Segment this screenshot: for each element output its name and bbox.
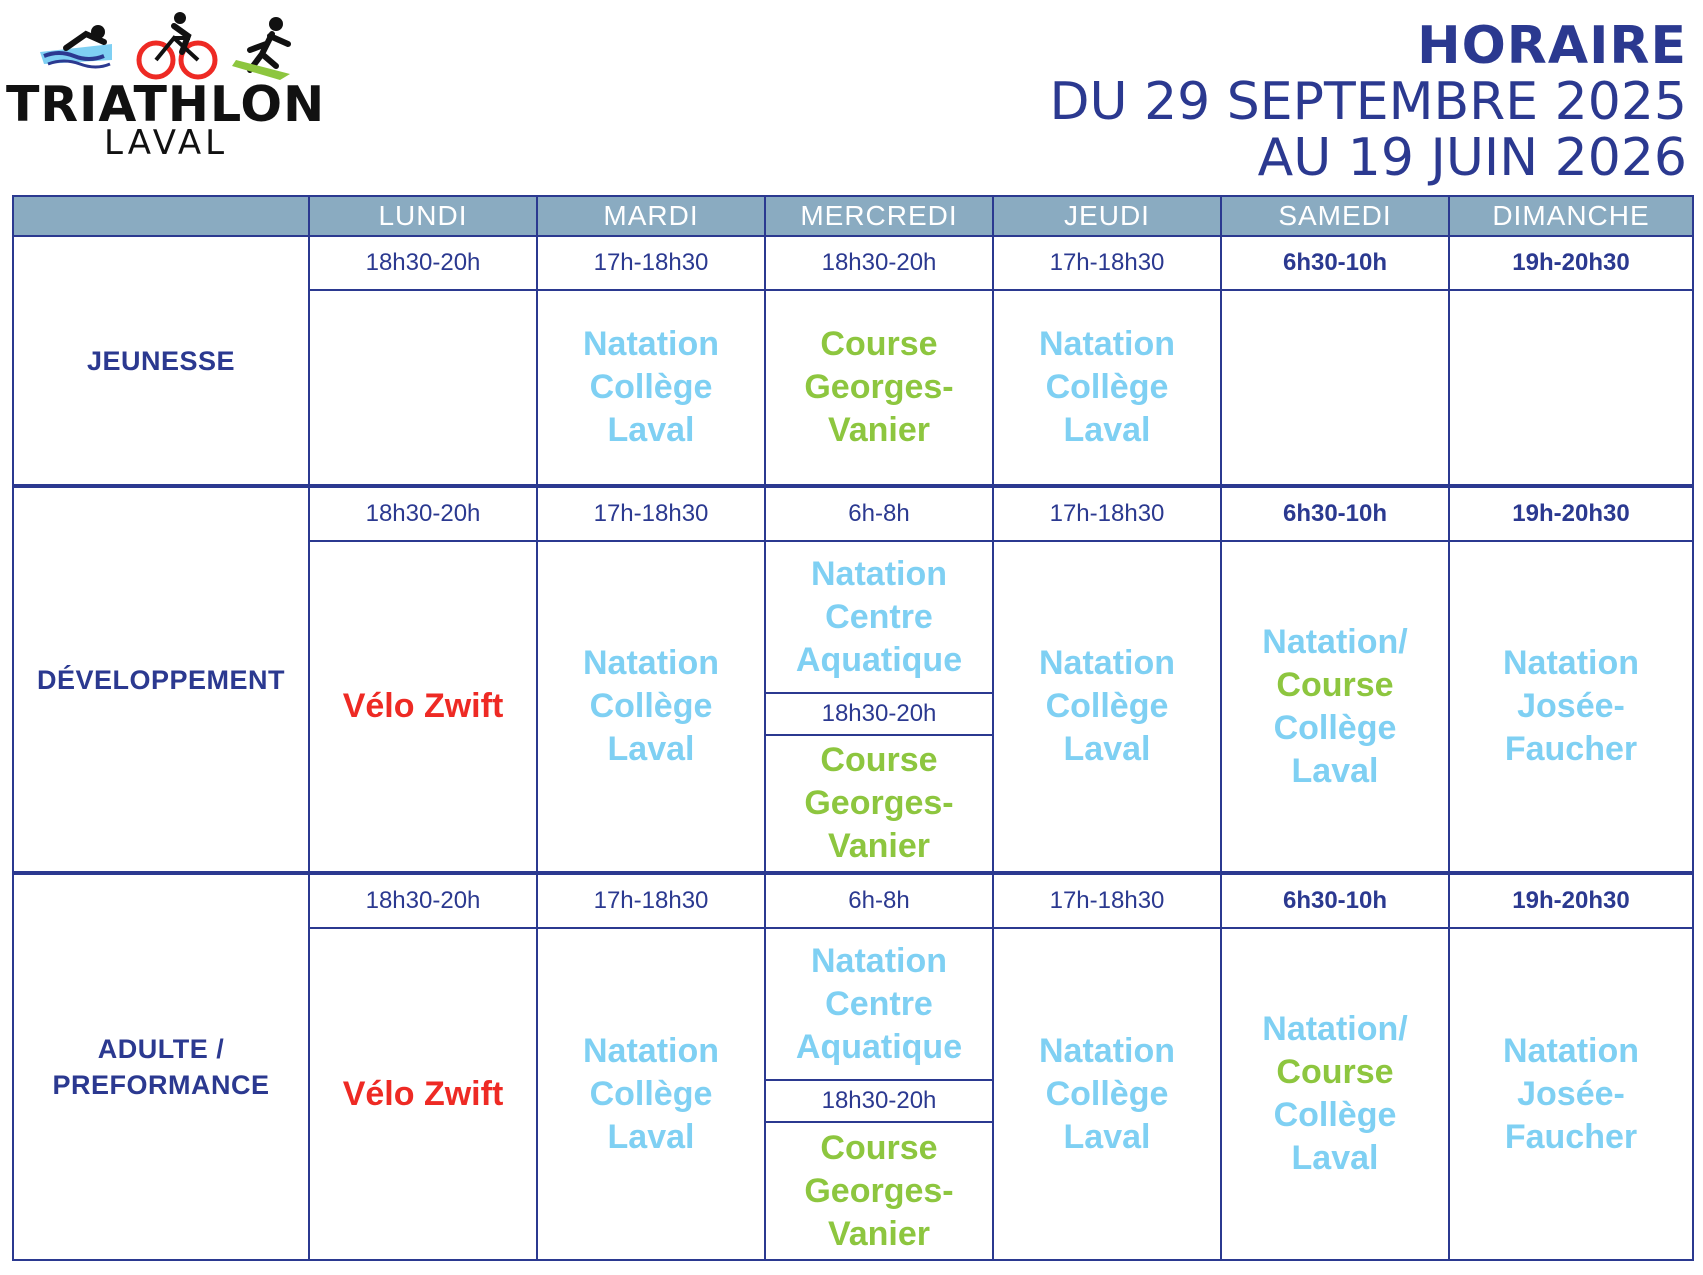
time-cell: 6h30-10h [1221, 873, 1449, 928]
heading-date-end: AU 19 JUIN 2026 [1257, 128, 1687, 188]
activity-line: Collège [1045, 687, 1169, 725]
activity-line: Course [1276, 1053, 1394, 1091]
activity-line: Collège [589, 368, 713, 406]
activity-cell-empty [309, 290, 537, 486]
activity-line: Laval [607, 1117, 695, 1156]
group-label-developpement: DÉVELOPPEMENT [13, 486, 309, 873]
schedule-table [12, 195, 1694, 1261]
group-label-line: ADULTE / [97, 1034, 225, 1064]
activity-line: Laval [607, 730, 695, 768]
day-header: SAMEDI [1221, 196, 1449, 236]
time-cell: 17h-18h30 [993, 486, 1221, 541]
activity-cell [765, 735, 993, 873]
activity-cell [1221, 928, 1449, 1260]
schedule-heading [1049, 18, 1687, 186]
time-row [13, 236, 1693, 290]
time-cell: 18h30-20h [765, 693, 993, 735]
day-header: JEUDI [993, 196, 1221, 236]
cyclist-icon [139, 12, 215, 77]
activity-line: Centre [825, 984, 933, 1023]
activity-line: Vanier [827, 1214, 931, 1253]
heading-date-start: DU 29 SEPTEMBRE 2025 [1049, 72, 1687, 132]
activity-cell [765, 1122, 993, 1260]
activity-cell [1449, 541, 1693, 873]
activity-line: Laval [1291, 751, 1379, 790]
activity-line: Course [820, 1128, 938, 1167]
time-cell: 17h-18h30 [537, 236, 765, 290]
activity-cell [537, 928, 765, 1260]
time-cell: 6h30-10h [1221, 236, 1449, 290]
day-header: MARDI [537, 196, 765, 236]
time-cell: 19h-20h30 [1449, 236, 1693, 290]
activity-line: Natation/ [1262, 1010, 1408, 1048]
activity-line: Laval [1063, 730, 1151, 768]
activity-line: Natation [811, 941, 947, 980]
activity-line: Natation [1039, 325, 1175, 363]
day-header-row [13, 196, 1693, 236]
group-label-line: PREFORMANCE [52, 1070, 270, 1100]
activity-cell: Vélo Zwift [309, 541, 537, 873]
activity-cell [765, 928, 993, 1080]
activity-line: Josée- [1517, 1074, 1625, 1113]
group-label-jeunesse: JEUNESSE [13, 236, 309, 486]
activity-line: Collège [1273, 708, 1397, 747]
activity-line: Natation [583, 1031, 719, 1070]
activity-line: Georges- [804, 784, 954, 822]
activity-line: Collège [589, 687, 713, 725]
activity-line: Laval [1291, 1139, 1379, 1177]
activity-cell-empty [1449, 290, 1693, 486]
activity-line: Collège [1273, 1096, 1397, 1134]
activity-line: Collège [1045, 368, 1169, 406]
time-cell: 18h30-20h [765, 1080, 993, 1122]
activity-line: Natation [1503, 644, 1639, 682]
time-cell: 6h-8h [765, 873, 993, 928]
logo-wordmark: TRIATHLON [6, 76, 326, 133]
activity-cell [993, 928, 1221, 1260]
time-row [13, 486, 1693, 541]
activity-line: Collège [589, 1074, 713, 1113]
day-header: LUNDI [309, 196, 537, 236]
swimmer-icon [40, 25, 112, 67]
activity-line: Course [1276, 665, 1394, 704]
activity-line: Natation [1503, 1031, 1639, 1070]
time-cell: 17h-18h30 [993, 873, 1221, 928]
logo-icons [4, 4, 334, 84]
time-cell: 18h30-20h [309, 236, 537, 290]
day-header: MERCREDI [765, 196, 993, 236]
activity-line: Aquatique [795, 1027, 963, 1066]
activity-line: Laval [1063, 411, 1151, 449]
activity-line: Collège [1045, 1074, 1169, 1113]
time-cell: 18h30-20h [309, 873, 537, 928]
activity-line: Aquatique [795, 640, 963, 679]
activity-cell [1221, 541, 1449, 873]
group-label-adulte [13, 873, 309, 1260]
activity-line: Centre [825, 597, 933, 636]
activity-line: Natation/ [1262, 622, 1408, 661]
activity-line: Vanier [827, 411, 931, 449]
time-cell: 19h-20h30 [1449, 873, 1693, 928]
time-cell: 6h-8h [765, 486, 993, 541]
header-corner [13, 196, 309, 236]
activity-line: Faucher [1504, 1117, 1638, 1156]
time-cell: 19h-20h30 [1449, 486, 1693, 541]
activity-cell [537, 541, 765, 873]
time-cell: 18h30-20h [765, 236, 993, 290]
time-row [13, 873, 1693, 928]
logo [4, 4, 334, 164]
activity-line: Course [820, 741, 938, 779]
runner-icon [232, 17, 290, 80]
activity-cell [993, 541, 1221, 873]
time-cell: 6h30-10h [1221, 486, 1449, 541]
activity-line: Laval [1063, 1117, 1151, 1156]
activity-cell [765, 290, 993, 486]
activity-line: Natation [811, 554, 947, 593]
activity-line: Josée- [1517, 687, 1625, 725]
activity-cell [993, 290, 1221, 486]
time-cell: 18h30-20h [309, 486, 537, 541]
time-cell: 17h-18h30 [537, 486, 765, 541]
activity-line: Georges- [804, 368, 954, 406]
activity-line: Faucher [1504, 730, 1638, 768]
heading-title: HORAIRE [1417, 16, 1687, 76]
activity-line: Vanier [827, 827, 931, 865]
activity-line: Natation [1039, 644, 1175, 682]
day-header: DIMANCHE [1449, 196, 1693, 236]
activity-cell-empty [1221, 290, 1449, 486]
time-cell: 17h-18h30 [993, 236, 1221, 290]
activity-cell [765, 541, 993, 693]
activity-line: Natation [583, 644, 719, 682]
activity-line: Course [820, 325, 938, 363]
activity-line: Natation [1039, 1031, 1175, 1070]
activity-cell [537, 290, 765, 486]
time-cell: 17h-18h30 [537, 873, 765, 928]
activity-line: Laval [607, 411, 695, 449]
activity-cell [1449, 928, 1693, 1260]
activity-line: Natation [583, 325, 719, 363]
logo-subtitle: LAVAL [104, 123, 229, 163]
activity-cell: Vélo Zwift [309, 928, 537, 1260]
activity-line: Georges- [804, 1171, 954, 1210]
